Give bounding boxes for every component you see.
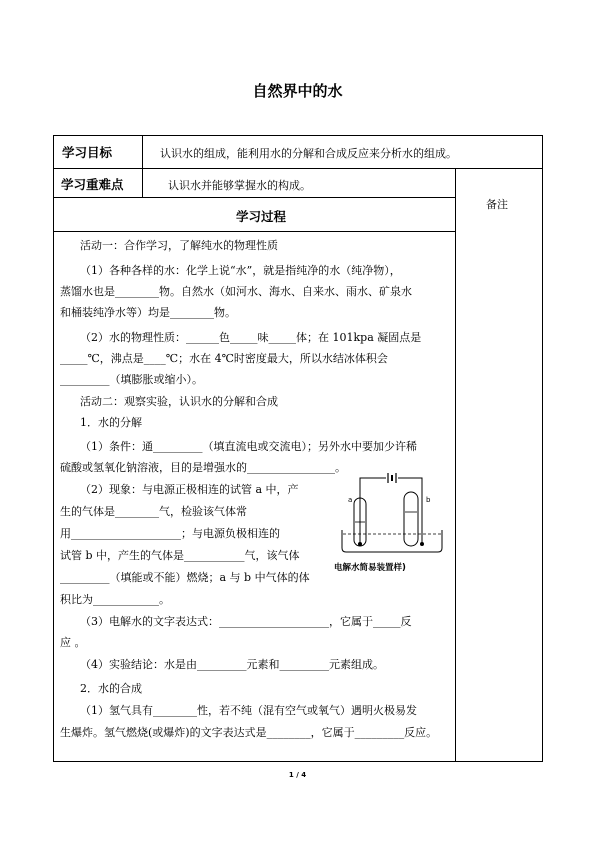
body-line: 应 。 xyxy=(60,636,86,649)
body-line: （1）氢气具有________性，若不纯（混有空气或氧气）遇明火极易发 xyxy=(80,704,417,717)
body-line: （2）现象：与电源正极相连的试管 a 中，产 xyxy=(80,483,299,496)
table-notes-divider xyxy=(455,168,456,762)
notes-label: 备注 xyxy=(486,198,508,211)
body-line: （4）实验结论：水是由_________元素和_________元素组成。 xyxy=(80,658,384,671)
body-line: 硫酸或氢氧化钠溶液，目的是增强水的________________。 xyxy=(60,461,346,474)
body-line: 生的气体是________气，检验该气体常 xyxy=(60,505,247,518)
body-line: （1）条件：通_________（填直流电或交流电）；另外水中要加少许稀 xyxy=(80,440,417,453)
table-row-divider xyxy=(53,231,455,232)
table-col-divider xyxy=(142,168,143,197)
body-line: 积比为____________。 xyxy=(60,593,170,606)
body-line: _________（填能或不能）燃烧；a 与 b 中气体的体 xyxy=(60,571,310,584)
activity-heading: 活动一：合作学习，了解纯水的物理性质 xyxy=(80,239,278,252)
table-border-right xyxy=(542,135,543,762)
goal-text: 认识水的组成，能利用水的分解和合成反应来分析水的组成。 xyxy=(160,147,457,160)
page-title: 自然界中的水 xyxy=(252,82,343,100)
body-line: _________（填膨胀或缩小）。 xyxy=(60,373,203,386)
goal-label: 学习目标 xyxy=(62,145,113,160)
key-point-label: 学习重难点 xyxy=(61,177,124,192)
body-line: 用____________________；与电源负极相连的 xyxy=(60,527,280,540)
body-line: _____℃，沸点是____℃；水在 4℃时密度最大，所以水结冰体积会 xyxy=(60,352,388,365)
electrolysis-apparatus-icon xyxy=(338,472,446,558)
body-line: （2）水的物理性质：______色_____味_____体；在 101kpa 凝固点是 xyxy=(80,331,422,344)
tube-a-label: a xyxy=(348,496,353,504)
electrolysis-apparatus-svg xyxy=(338,472,446,558)
page-number: 1 / 4 xyxy=(288,771,307,779)
tube-b-label: b xyxy=(426,496,431,504)
body-line: 蒸馏水也是________物。自然水（如河水、海水、自来水、雨水、矿泉水 xyxy=(60,285,412,298)
body-line: 试管 b 中，产生的气体是___________气，该气体 xyxy=(60,549,300,562)
table-border-top xyxy=(53,135,543,136)
table-border-bottom xyxy=(53,761,543,762)
activity-heading: 活动二：观察实验，认识水的分解和合成 xyxy=(80,395,278,408)
body-line: 和桶装纯净水等）均是________物。 xyxy=(60,306,236,319)
table-row-divider xyxy=(53,197,455,198)
body-line: （1）各种各样的水：化学上说“水”，就是指纯净的水（纯净物）， xyxy=(80,264,401,277)
table-col-divider xyxy=(142,135,143,168)
section-heading: 2．水的合成 xyxy=(80,682,142,695)
key-point-text: 认识水并能够掌握水的构成。 xyxy=(168,179,311,192)
table-row-divider xyxy=(53,168,543,169)
body-line: 生爆炸。氢气燃烧(或爆炸)的文字表达式是________，它属于_________反应。 xyxy=(60,726,438,739)
process-label: 学习过程 xyxy=(236,209,287,224)
body-line: （3）电解水的文字表达式：____________________，它属于_____反 xyxy=(80,615,412,628)
section-heading: 1．水的分解 xyxy=(80,416,142,429)
diagram-caption: 电解水简易装置样) xyxy=(334,563,406,573)
table-border-left xyxy=(53,135,54,762)
